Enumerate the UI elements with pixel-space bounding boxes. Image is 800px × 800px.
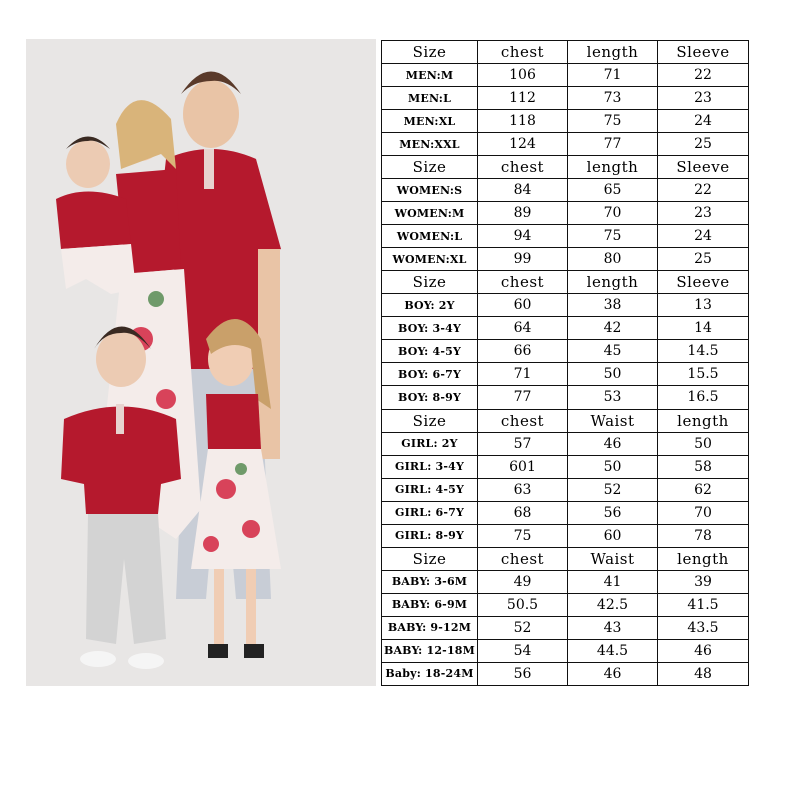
size-chart-row [382, 133, 749, 156]
size-chart-header-row [382, 271, 749, 294]
measurement-cell: 94 [478, 225, 568, 248]
size-chart-row [382, 294, 749, 317]
size-chart-header-cell: length [658, 547, 749, 570]
measurement-cell: 14.5 [658, 340, 749, 363]
size-label-cell: BOY: 6-7Y [382, 363, 478, 386]
measurement-cell: 78 [658, 524, 749, 547]
family-photo-icon [26, 39, 376, 686]
measurement-cell: 71 [568, 64, 658, 87]
size-chart-table [381, 40, 749, 686]
measurement-cell: 44.5 [568, 639, 658, 662]
measurement-cell: 46 [568, 432, 658, 455]
size-chart-row [382, 639, 749, 662]
size-label-cell: Baby: 18-24M [382, 662, 478, 685]
measurement-cell: 25 [658, 248, 749, 271]
measurement-cell: 46 [658, 639, 749, 662]
measurement-cell: 24 [658, 110, 749, 133]
size-label-cell: MEN:M [382, 64, 478, 87]
measurement-cell: 77 [478, 386, 568, 409]
measurement-cell: 41.5 [658, 593, 749, 616]
size-label-cell: WOMEN:XL [382, 248, 478, 271]
measurement-cell: 64 [478, 317, 568, 340]
size-chart-row [382, 317, 749, 340]
measurement-cell: 62 [658, 478, 749, 501]
size-chart-row [382, 662, 749, 685]
measurement-cell: 73 [568, 87, 658, 110]
size-label-cell: WOMEN:L [382, 225, 478, 248]
size-chart-header-cell: chest [478, 271, 568, 294]
size-label-cell: WOMEN:M [382, 202, 478, 225]
measurement-cell: 43.5 [658, 616, 749, 639]
size-chart-body [382, 41, 749, 686]
size-chart-row [382, 570, 749, 593]
size-chart-row [382, 248, 749, 271]
size-chart-header-row [382, 547, 749, 570]
measurement-cell: 60 [568, 524, 658, 547]
size-chart-header-cell: Size [382, 547, 478, 570]
measurement-cell: 38 [568, 294, 658, 317]
measurement-cell: 80 [568, 248, 658, 271]
size-label-cell: BOY: 4-5Y [382, 340, 478, 363]
size-chart-row [382, 432, 749, 455]
size-label-cell: GIRL: 4-5Y [382, 478, 478, 501]
size-chart-header-cell: length [568, 41, 658, 64]
size-label-cell: BABY: 9-12M [382, 616, 478, 639]
measurement-cell: 41 [568, 570, 658, 593]
size-chart-header-row [382, 156, 749, 179]
size-chart-header-cell: chest [478, 156, 568, 179]
size-chart-header-cell: chest [478, 409, 568, 432]
measurement-cell: 52 [568, 478, 658, 501]
size-label-cell: BOY: 8-9Y [382, 386, 478, 409]
size-chart-header-cell: Size [382, 271, 478, 294]
measurement-cell: 124 [478, 133, 568, 156]
measurement-cell: 16.5 [658, 386, 749, 409]
size-chart-row [382, 616, 749, 639]
size-label-cell: GIRL: 6-7Y [382, 501, 478, 524]
size-chart-header-row [382, 41, 749, 64]
measurement-cell: 24 [658, 225, 749, 248]
size-label-cell: BABY: 3-6M [382, 570, 478, 593]
size-chart-row [382, 593, 749, 616]
measurement-cell: 53 [568, 386, 658, 409]
size-chart-row [382, 87, 749, 110]
size-label-cell: MEN:L [382, 87, 478, 110]
measurement-cell: 112 [478, 87, 568, 110]
size-label-cell: WOMEN:S [382, 179, 478, 202]
measurement-cell: 42 [568, 317, 658, 340]
measurement-cell: 43 [568, 616, 658, 639]
size-label-cell: MEN:XL [382, 110, 478, 133]
size-label-cell: BOY: 3-4Y [382, 317, 478, 340]
measurement-cell: 71 [478, 363, 568, 386]
size-chart-header-cell: Waist [568, 547, 658, 570]
measurement-cell: 22 [658, 64, 749, 87]
measurement-cell: 58 [658, 455, 749, 478]
size-chart-header-cell: Size [382, 41, 478, 64]
size-chart-header-cell: chest [478, 547, 568, 570]
size-label-cell: GIRL: 3-4Y [382, 455, 478, 478]
size-chart-row [382, 202, 749, 225]
measurement-cell: 57 [478, 432, 568, 455]
measurement-cell: 49 [478, 570, 568, 593]
measurement-cell: 70 [658, 501, 749, 524]
measurement-cell: 50.5 [478, 593, 568, 616]
measurement-cell: 75 [478, 524, 568, 547]
measurement-cell: 13 [658, 294, 749, 317]
measurement-cell: 601 [478, 455, 568, 478]
measurement-cell: 50 [658, 432, 749, 455]
measurement-cell: 75 [568, 225, 658, 248]
size-chart-header-cell: length [658, 409, 749, 432]
measurement-cell: 63 [478, 478, 568, 501]
measurement-cell: 99 [478, 248, 568, 271]
size-chart-header-cell: Size [382, 156, 478, 179]
measurement-cell: 48 [658, 662, 749, 685]
size-chart-header-cell: chest [478, 41, 568, 64]
size-chart-row [382, 478, 749, 501]
size-chart-header-cell: Sleeve [658, 41, 749, 64]
measurement-cell: 65 [568, 179, 658, 202]
size-chart-row [382, 363, 749, 386]
measurement-cell: 89 [478, 202, 568, 225]
size-chart-header-cell: Waist [568, 409, 658, 432]
measurement-cell: 77 [568, 133, 658, 156]
size-label-cell: GIRL: 2Y [382, 432, 478, 455]
size-chart-header-cell: Sleeve [658, 271, 749, 294]
measurement-cell: 25 [658, 133, 749, 156]
size-chart-row [382, 64, 749, 87]
size-chart-row [382, 455, 749, 478]
size-chart-header-cell: Size [382, 409, 478, 432]
size-chart-row [382, 524, 749, 547]
measurement-cell: 23 [658, 202, 749, 225]
measurement-cell: 75 [568, 110, 658, 133]
size-label-cell: GIRL: 8-9Y [382, 524, 478, 547]
size-chart-row [382, 501, 749, 524]
family-photo [26, 39, 376, 686]
size-label-cell: BABY: 12-18M [382, 639, 478, 662]
size-chart-row [382, 340, 749, 363]
measurement-cell: 52 [478, 616, 568, 639]
measurement-cell: 68 [478, 501, 568, 524]
measurement-cell: 23 [658, 87, 749, 110]
measurement-cell: 46 [568, 662, 658, 685]
size-chart-row [382, 110, 749, 133]
measurement-cell: 22 [658, 179, 749, 202]
size-label-cell: BABY: 6-9M [382, 593, 478, 616]
measurement-cell: 56 [568, 501, 658, 524]
measurement-cell: 50 [568, 363, 658, 386]
measurement-cell: 84 [478, 179, 568, 202]
size-chart-header-row [382, 409, 749, 432]
measurement-cell: 15.5 [658, 363, 749, 386]
measurement-cell: 106 [478, 64, 568, 87]
size-chart-row [382, 225, 749, 248]
measurement-cell: 14 [658, 317, 749, 340]
measurement-cell: 39 [658, 570, 749, 593]
measurement-cell: 60 [478, 294, 568, 317]
measurement-cell: 42.5 [568, 593, 658, 616]
size-chart-header-cell: length [568, 271, 658, 294]
size-chart-header-cell: Sleeve [658, 156, 749, 179]
size-chart-row [382, 386, 749, 409]
measurement-cell: 54 [478, 639, 568, 662]
measurement-cell: 66 [478, 340, 568, 363]
measurement-cell: 118 [478, 110, 568, 133]
size-label-cell: MEN:XXL [382, 133, 478, 156]
measurement-cell: 50 [568, 455, 658, 478]
measurement-cell: 56 [478, 662, 568, 685]
measurement-cell: 70 [568, 202, 658, 225]
size-chart-row [382, 179, 749, 202]
size-chart-header-cell: length [568, 156, 658, 179]
size-label-cell: BOY: 2Y [382, 294, 478, 317]
measurement-cell: 45 [568, 340, 658, 363]
